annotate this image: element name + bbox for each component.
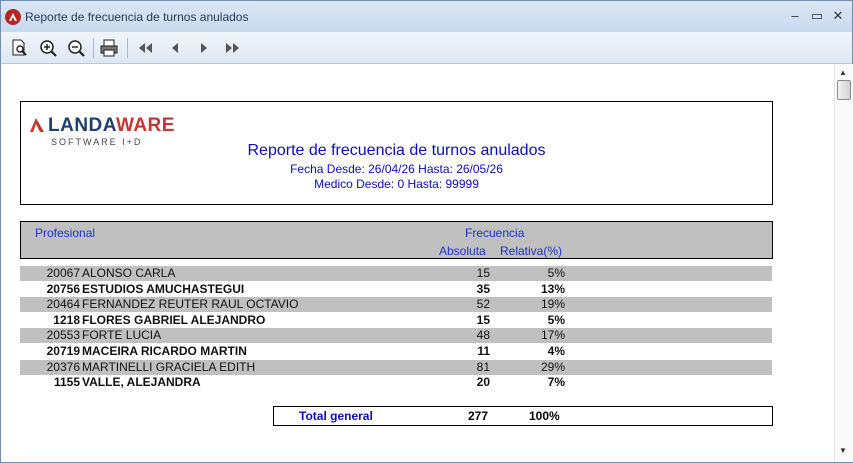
row-name: FERNANDEZ REUTER RAUL OCTAVIO [82, 297, 299, 311]
col-absoluta: Absoluta [439, 244, 486, 258]
total-label: Total general [299, 409, 373, 423]
close-button[interactable]: ✕ [832, 8, 844, 23]
row-id: 1218 [53, 313, 80, 327]
report-page [1, 64, 834, 462]
row-name: FLORES GABRIEL ALEJANDRO [82, 313, 266, 327]
scroll-down-icon[interactable]: ▼ [839, 446, 847, 455]
printer-icon[interactable] [99, 38, 119, 58]
medico-range-line: Medico Desde: 0 Hasta: 99999 [314, 177, 479, 191]
row-relative: 19% [540, 297, 565, 311]
row-absolute: 35 [476, 282, 490, 296]
row-id: 20464 [46, 297, 80, 311]
row-name: ESTUDIOS AMUCHASTEGUI [82, 282, 245, 296]
column-header-band [20, 221, 773, 259]
table-row [20, 375, 772, 390]
table-row [20, 313, 772, 328]
first-page-icon[interactable] [135, 38, 155, 58]
scroll-thumb[interactable] [837, 80, 851, 100]
row-relative: 4% [547, 344, 565, 358]
row-name: MARTINELLI GRACIELA EDITH [82, 360, 256, 374]
zoom-out-icon[interactable] [66, 38, 86, 58]
report-title: Reporte de frecuencia de turnos anulados [247, 142, 546, 159]
row-id: 20376 [46, 360, 80, 374]
col-profesional: Profesional [35, 226, 96, 240]
row-name: VALLE, ALEJANDRA [82, 375, 201, 389]
row-id: 20553 [46, 328, 80, 342]
report-header [20, 101, 773, 205]
row-absolute: 48 [476, 328, 490, 342]
row-id: 20067 [46, 266, 80, 280]
table-row [20, 297, 772, 312]
row-absolute: 15 [476, 313, 490, 327]
vertical-scrollbar[interactable] [834, 64, 853, 462]
col-frecuencia: Frecuencia [465, 226, 525, 240]
next-page-icon[interactable] [194, 38, 214, 58]
table-row [20, 266, 772, 281]
toolbar-separator [127, 38, 128, 58]
row-name: MACEIRA RICARDO MARTIN [82, 344, 247, 358]
last-page-icon[interactable] [223, 38, 243, 58]
previous-page-icon[interactable] [165, 38, 185, 58]
toolbar-separator [93, 38, 94, 58]
row-relative: 13% [540, 282, 565, 296]
row-relative: 29% [540, 360, 565, 374]
row-relative: 7% [547, 375, 565, 389]
row-name: FORTE LUCIA [82, 328, 162, 342]
date-range-line: Fecha Desde: 26/04/26 Hasta: 26/05/26 [290, 162, 503, 176]
total-absolute: 277 [468, 409, 489, 423]
row-relative: 5% [547, 266, 565, 280]
row-relative: 5% [547, 313, 565, 327]
table-row [20, 344, 772, 359]
col-relativa: Relativa(%) [500, 244, 563, 258]
row-name: ALONSO CARLA [82, 266, 176, 280]
minimize-button[interactable]: – [791, 8, 799, 23]
toolbar [1, 32, 852, 64]
row-absolute: 81 [476, 360, 490, 374]
total-relative: 100% [529, 409, 560, 423]
title-bar[interactable] [1, 1, 852, 32]
table-row [20, 328, 772, 343]
row-absolute: 11 [477, 344, 490, 358]
zoom-in-icon[interactable] [38, 38, 58, 58]
table-row [20, 282, 772, 297]
row-relative: 17% [540, 328, 565, 342]
total-row [273, 406, 773, 426]
row-absolute: 52 [476, 297, 490, 311]
maximize-button[interactable]: ▭ [810, 8, 824, 23]
logo-brand-a: LANDA [48, 115, 116, 136]
row-absolute: 15 [476, 266, 490, 280]
page-preview-icon[interactable] [10, 38, 30, 58]
row-id: 1155 [53, 375, 80, 389]
row-absolute: 20 [476, 375, 490, 389]
table-row [20, 360, 772, 375]
row-id: 20719 [46, 344, 80, 358]
window-title: Reporte de frecuencia de turnos anulados [25, 10, 249, 24]
logo-brand-b: WARE [115, 115, 175, 136]
scroll-up-icon[interactable]: ▲ [839, 68, 847, 77]
app-logo-icon [5, 9, 21, 25]
row-id: 20756 [46, 282, 80, 296]
logo-tagline: SOFTWARE I+D [51, 137, 143, 147]
